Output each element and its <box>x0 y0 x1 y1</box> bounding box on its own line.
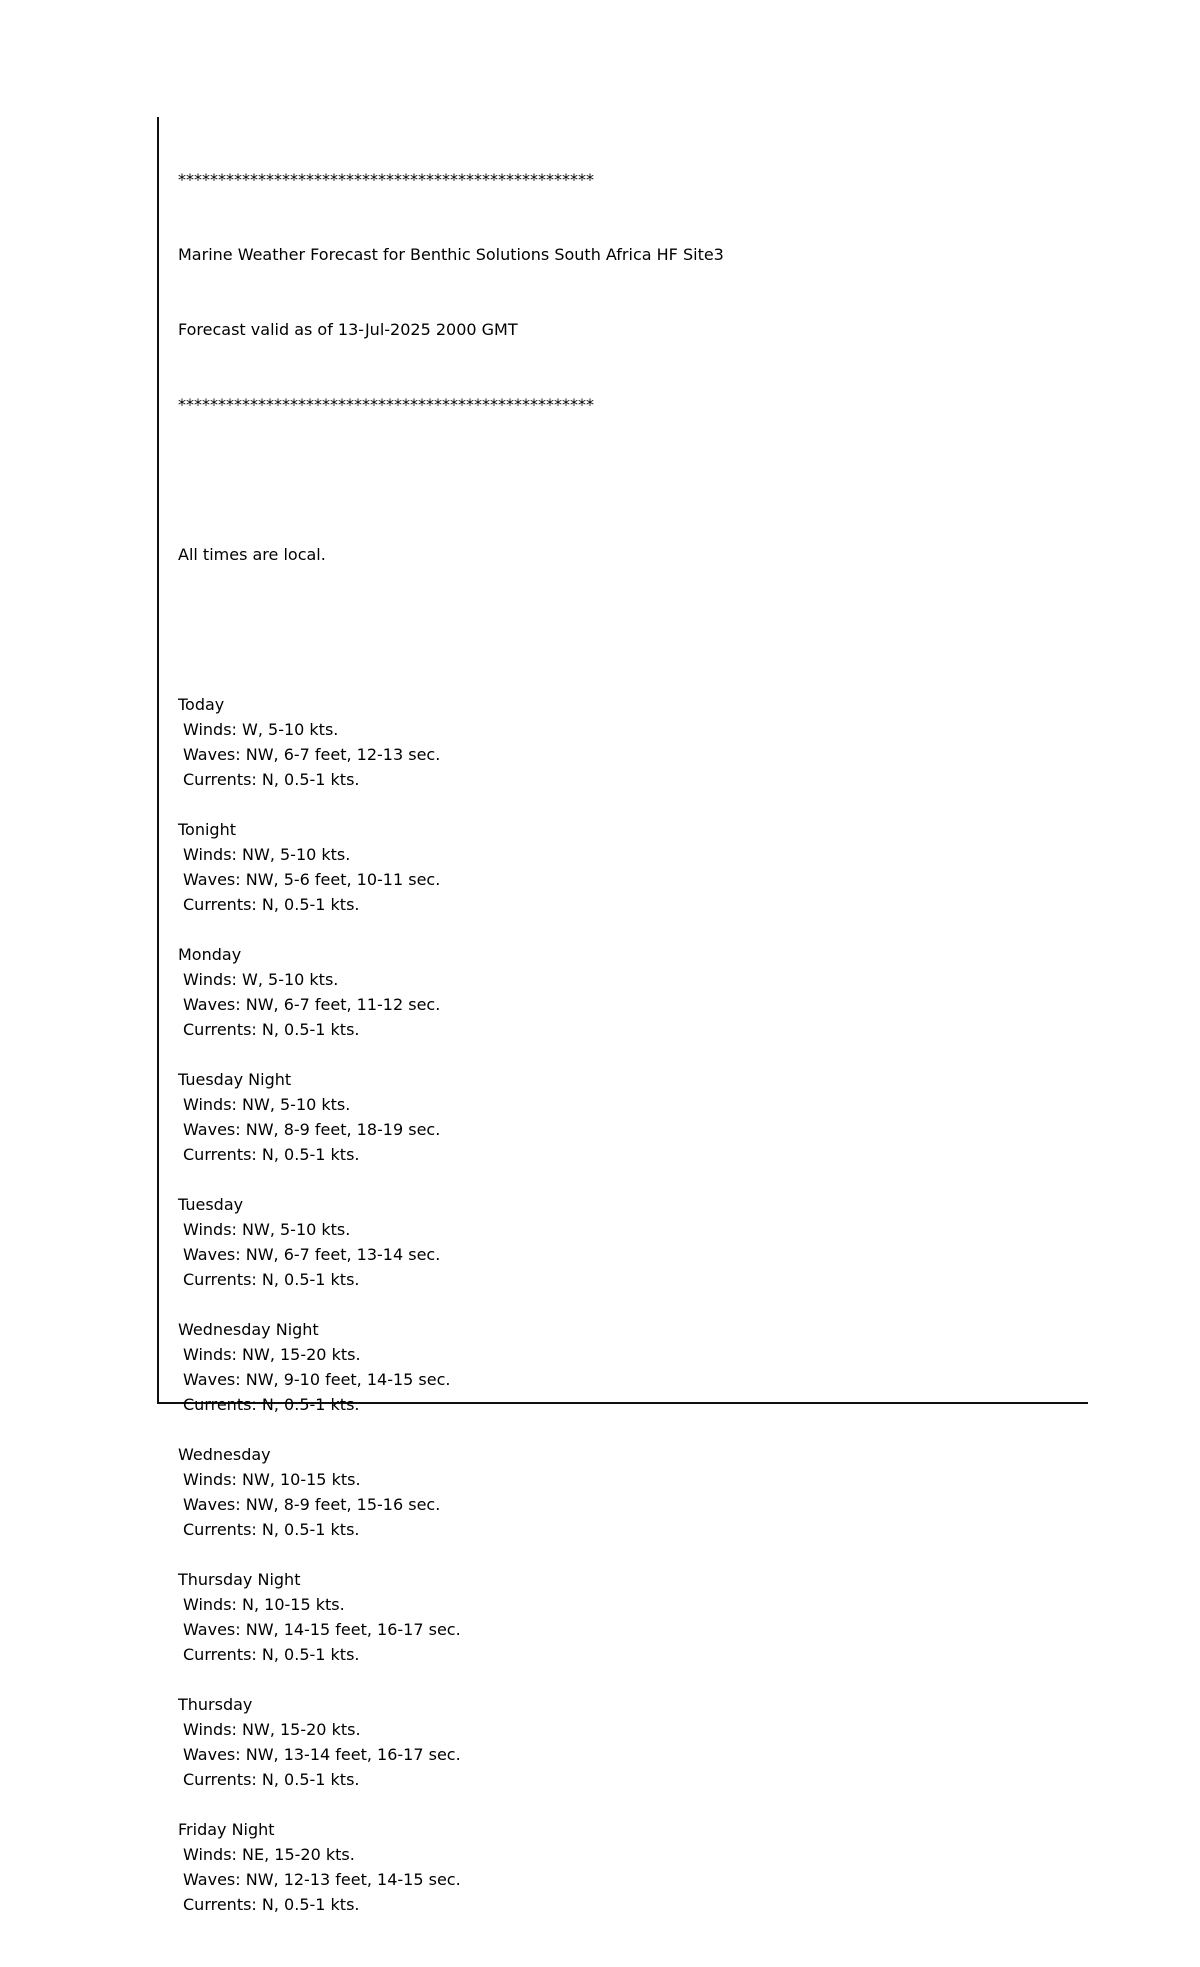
blank-line <box>178 1167 1078 1192</box>
forecast-period <box>178 1817 1078 1942</box>
period-currents: Currents: N, 0.5-1 kts. <box>183 1270 360 1289</box>
period-currents: Currents: N, 0.5-1 kts. <box>183 1770 360 1789</box>
blank-line <box>178 1667 1078 1692</box>
period-waves: Waves: NW, 5-6 feet, 10-11 sec. <box>183 870 441 889</box>
forecast-period <box>178 817 1078 942</box>
blank-line <box>178 1792 1078 1817</box>
period-winds: Winds: NW, 15-20 kts. <box>183 1720 361 1739</box>
period-name: Wednesday Night <box>178 1320 319 1339</box>
period-winds: Winds: W, 5-10 kts. <box>183 970 339 989</box>
period-winds: Winds: NE, 15-20 kts. <box>183 1845 355 1864</box>
forecast-periods <box>178 692 1078 1942</box>
times-note: All times are local. <box>178 545 326 564</box>
period-waves: Waves: NW, 9-10 feet, 14-15 sec. <box>183 1370 451 1389</box>
period-winds: Winds: NW, 5-10 kts. <box>183 1220 351 1239</box>
forecast-period <box>178 1567 1078 1692</box>
doc-title: Marine Weather Forecast for Benthic Solutions South Africa HF Site3 <box>178 245 724 264</box>
period-currents: Currents: N, 0.5-1 kts. <box>183 1520 360 1539</box>
period-name: Tonight <box>178 820 236 839</box>
forecast-period <box>178 1317 1078 1442</box>
period-waves: Waves: NW, 6-7 feet, 12-13 sec. <box>183 745 441 764</box>
doc-valid-line: Forecast valid as of 13-Jul-2025 2000 GMT <box>178 320 518 339</box>
blank-line <box>178 1542 1078 1567</box>
period-waves: Waves: NW, 6-7 feet, 11-12 sec. <box>183 995 441 1014</box>
blank-line <box>178 792 1078 817</box>
period-winds: Winds: NW, 5-10 kts. <box>183 1095 351 1114</box>
period-waves: Waves: NW, 14-15 feet, 16-17 sec. <box>183 1620 461 1639</box>
period-waves: Waves: NW, 12-13 feet, 14-15 sec. <box>183 1870 461 1889</box>
period-winds: Winds: NW, 5-10 kts. <box>183 845 351 864</box>
forecast-period <box>178 1692 1078 1817</box>
period-name: Tuesday <box>178 1195 244 1214</box>
period-currents: Currents: N, 0.5-1 kts. <box>183 1645 360 1664</box>
forecast-period <box>178 692 1078 817</box>
period-name: Today <box>178 695 225 714</box>
period-winds: Winds: NW, 10-15 kts. <box>183 1470 361 1489</box>
period-currents: Currents: N, 0.5-1 kts. <box>183 1395 360 1414</box>
period-name: Thursday <box>178 1695 253 1714</box>
forecast-period <box>178 942 1078 1067</box>
separator-stars-bottom: **************************************************** <box>178 395 594 414</box>
period-winds: Winds: NW, 15-20 kts. <box>183 1345 361 1364</box>
forecast-period <box>178 1067 1078 1192</box>
period-name: Friday Night <box>178 1820 275 1839</box>
period-currents: Currents: N, 0.5-1 kts. <box>183 1020 360 1039</box>
forecast-period <box>178 1442 1078 1567</box>
period-winds: Winds: W, 5-10 kts. <box>183 720 339 739</box>
period-name: Tuesday Night <box>178 1070 292 1089</box>
period-currents: Currents: N, 0.5-1 kts. <box>183 1895 360 1914</box>
period-name: Wednesday <box>178 1445 271 1464</box>
period-name: Monday <box>178 945 242 964</box>
period-winds: Winds: N, 10-15 kts. <box>183 1595 345 1614</box>
blank-line <box>178 1292 1078 1317</box>
period-currents: Currents: N, 0.5-1 kts. <box>183 895 360 914</box>
blank-line <box>178 1917 1078 1942</box>
period-waves: Waves: NW, 6-7 feet, 13-14 sec. <box>183 1245 441 1264</box>
forecast-period <box>178 1192 1078 1317</box>
period-currents: Currents: N, 0.5-1 kts. <box>183 1145 360 1164</box>
blank-line <box>178 1042 1078 1067</box>
period-currents: Currents: N, 0.5-1 kts. <box>183 770 360 789</box>
blank-line <box>178 617 1078 642</box>
period-name: Thursday Night <box>178 1570 301 1589</box>
period-waves: Waves: NW, 13-14 feet, 16-17 sec. <box>183 1745 461 1764</box>
blank-line <box>178 1417 1078 1442</box>
blank-line <box>178 467 1078 492</box>
forecast-document <box>178 117 1078 1967</box>
blank-line <box>178 917 1078 942</box>
period-waves: Waves: NW, 8-9 feet, 18-19 sec. <box>183 1120 441 1139</box>
separator-stars-top: **************************************************** <box>178 170 594 189</box>
period-waves: Waves: NW, 8-9 feet, 15-16 sec. <box>183 1495 441 1514</box>
